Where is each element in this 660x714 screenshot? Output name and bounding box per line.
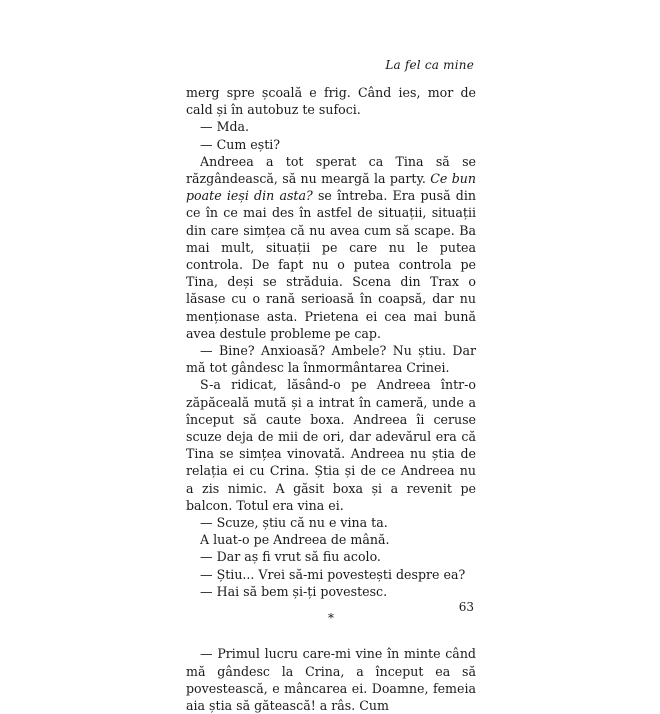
running-title: La fel ca mine [385,58,474,72]
paragraph: A luat-o pe Andreea de mână. [200,532,390,548]
dialogue-line: — Știu... Vrei să-mi povestești despre ea? [200,566,466,582]
paragraph-text: se întreba. Era pusă din ce în ce mai des în astfel de situații, situații din care simțea că nu avea cum să scape. Ba mai mult, situații pe care nu le putea controla. De fapt nu o putea controla pe Tina, deși se străduia. Scena din Trax o lăsase cu o rană serioasă în coapsă, dar nu menționase asta. Prietena ei cea mai bună avea destule probleme pe cap. [186,188,476,341]
paragraph-continued: merg spre școală e frig. Când ies, mor de cald și în autobuz te sufoci. [186,85,476,118]
paragraph-italic-thought: Ce bun poate ieși din asta? [186,171,476,204]
paragraph [186,153,476,342]
dialogue-line: — Hai să bem și-ți povestesc. [200,583,388,599]
dialogue-line: — Mda. [200,119,250,135]
dialogue-line: — Bine? Anxioasă? Ambele? Nu știu. Dar mă tot gândesc la înmormântarea Crinei. [186,343,476,376]
paragraph-text: Andreea a tot sperat ca Tina să se răzgândească, să nu meargă la party. [186,153,476,187]
dialogue-line: — Scuze, știu că nu e vina ta. [200,515,388,531]
dialogue-line: — Dar aș fi vrut să fiu acolo. [200,549,381,565]
paragraph: S-a ridicat, lăsând-o pe Andreea într-o zăpăceală mută și a intrat în cameră, unde a început să caute boxa. Andreea îi ceruse scuze deja de mii de ori, dar adevărul era că Tina se simțea vinovată. Andreea nu știa de relația ei cu Crina. Știa și de ce Andreea nu a zis nimic. A găsit boxa și a revenit pe balcon. Totul era vina ei. [186,377,476,513]
section-separator: * [328,611,334,626]
dialogue-line: — Cum ești? [200,136,281,152]
body-text [186,84,476,714]
page-number: 63 [458,600,474,614]
dialogue-line: — Primul lucru care-mi vine în minte când mă gândesc la Crina, a început ea să povestească, e mâncarea ei. Doamne, femeia aia știa să gătească! a râs. Cum [186,646,476,713]
